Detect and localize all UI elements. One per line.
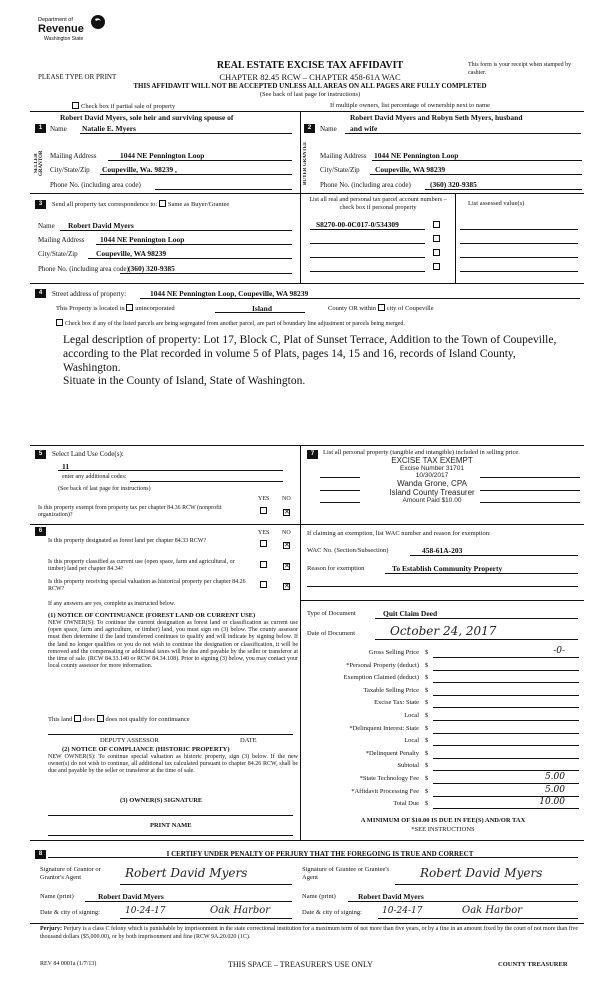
land-use-label: Select Land Use Code(s): (52, 450, 124, 458)
notice2-title: (2) NOTICE OF COMPLIANCE (HISTORIC PROPERTY) (62, 746, 230, 753)
exemption-label: If claiming an exemption, list WAC number and reason for exemption: (307, 530, 491, 537)
fee-row (307, 749, 579, 762)
see-instructions: *SEE INSTRUCTIONS (411, 826, 475, 833)
fee-currency: $ (425, 749, 429, 757)
logo-dept-line3: Washington State (44, 36, 84, 42)
within-label: within (359, 305, 377, 312)
corr-name: Robert David Myers (68, 221, 134, 230)
city-of-label: city of Coupeville (386, 305, 434, 312)
fee-row (307, 661, 579, 674)
s6-no-label: NO (282, 530, 291, 536)
unincorporated-checkbox[interactable] (126, 304, 133, 311)
deputy-date-label: DATE (240, 737, 257, 744)
fee-row (307, 711, 579, 724)
exempt-stamp (352, 456, 512, 504)
current-use-no-checkbox[interactable]: ✕ (284, 562, 290, 570)
segregated-row (56, 319, 405, 327)
s5-yes-label: YES (258, 496, 270, 502)
legal-description: Legal description of property: Lot 17, Block C, Plat of Sunset Terrace, Addition to the Town of Coupeville, according to the Plat recorded in volume 5 of Plats, pages 14, 15 and 16, records of Island County, Washington. (63, 334, 557, 374)
buyer-side-label: BUYER GRANTEE (303, 141, 308, 185)
corr-address-label: Mailing Address (38, 236, 85, 244)
current-use-yes-checkbox[interactable] (260, 561, 267, 568)
fee-currency: $ (425, 724, 429, 732)
perjury-label: Perjury: (40, 926, 62, 932)
section-5-number: 5 (35, 450, 46, 459)
continuance-row (48, 715, 190, 723)
stamp-line6: Amount Paid $10.00 (402, 497, 462, 504)
corr-phone-label: Phone No. (including area code) (38, 265, 129, 273)
grantor-city: Oak Harbor (210, 905, 271, 916)
land-use-code: 11 (62, 462, 70, 471)
fee-currency: $ (425, 711, 429, 719)
treasurer-space: THIS SPACE – TREASURER'S USE ONLY (228, 960, 373, 969)
grantor-date-label: Date & city of signing: (40, 909, 100, 916)
perjury-text: Perjury is a class C felony which is punishable by imprisonment in the state correctional institution for a maximum term of not more than five years, or by a fine in an amount fixed by the court of not more than five thousand dollars ($5,000.00), or by both imprisonment and fine (RCW 9A.20.020 (1C). (40, 926, 579, 940)
grantee-signature: Robert David Myers (420, 866, 543, 880)
historic-yes[interactable] (260, 581, 269, 589)
within-city-checkbox[interactable] (378, 304, 385, 311)
please-type: PLEASE TYPE OR PRINT (38, 73, 117, 81)
notice1-text: NEW OWNER(S): To continue the current designation as forest land or classification as current use (open space, farm and agriculture, or timber) land, you must sign on (3) below. The county assessor must then determine if the land transferred continues to qualify and will indicate by signing below. If the land no longer qualifies or you do not wish to continue the designation or classification, it will be removed and the compensating or additional taxes will be due and payable by the seller or transferor at the time of sale. (RCW 84.33.140 or RCW 84.34.108). Prior to signing (3) below, you may contact your local county assessor for more information. (48, 620, 298, 670)
doc-date: October 24, 2017 (390, 624, 497, 638)
situate-line: Situate in the County of Island, State of Washington. (63, 375, 306, 387)
partial-sale-checkbox[interactable] (72, 102, 79, 109)
parcel-checkbox-3-box[interactable] (433, 249, 440, 256)
buyer-address-label: Mailing Address (320, 152, 367, 160)
receipt-note: This form is your receipt when stamped by cashier. (468, 62, 572, 76)
fee-currency: $ (425, 686, 429, 694)
doc-type: Quit Claim Deed (383, 609, 438, 618)
seller-name-label: Name (50, 125, 67, 133)
grantor-date: 10-24-17 (125, 906, 166, 916)
stamp-line5: Island County Treasurer (389, 488, 475, 497)
reason-label: Reason for exemption (307, 565, 365, 572)
parcel-checkbox-1[interactable] (433, 221, 442, 229)
fee-row (307, 784, 579, 800)
stamp-line3: 10/30/2017 (415, 472, 449, 479)
fee-row (307, 736, 579, 749)
fee-currency: $ (425, 800, 429, 808)
current-use-yes[interactable] (260, 561, 269, 569)
segregated-checkbox[interactable] (56, 319, 63, 326)
historic-no[interactable] (283, 581, 292, 590)
form-number: REV 84 0001a (1/7/13) (40, 961, 97, 967)
stamp-line4: Wanda Grone, CPA (397, 479, 467, 488)
buyer-phone-label: Phone No. (including area code) (320, 181, 411, 189)
fee-row (307, 761, 579, 774)
grantor-signature: Robert David Myers (125, 866, 248, 880)
partial-sale[interactable] (72, 102, 175, 110)
exempt-yes[interactable] (260, 507, 269, 515)
if-yes-note: If any answers are yes, complete as instructed below. (48, 601, 176, 607)
fee-label: Exemption Claimed (deduct) (343, 674, 419, 682)
seller-name-line1: Robert David Myers, sole heir and surviving spouse of (60, 113, 234, 122)
fee-value: -0- (553, 646, 565, 656)
doc-date-label: Date of Document (307, 630, 356, 637)
county-or-label (328, 304, 434, 312)
fee-label: *Delinquent Interest: State (349, 724, 419, 732)
grantee-date-label: Date & city of signing: (302, 909, 362, 916)
fee-currency: $ (425, 762, 429, 770)
grantor-sig-label: Signature of Grantor or Grantor's Agent (40, 866, 101, 881)
seller-address-label: Mailing Address (50, 152, 97, 160)
does-not-checkbox[interactable] (97, 715, 104, 722)
forest-no-checkbox[interactable]: ✕ (284, 541, 290, 549)
section-7-number: 7 (307, 450, 318, 459)
fee-currency: $ (425, 699, 429, 707)
multiple-owners: If multiple owners, list percentage of ownership next to name (330, 102, 490, 109)
fee-value: 5.00 (544, 771, 565, 782)
minimum-due: A MINIMUM OF $10.00 IS DUE IN FEE(S) AND/OR TAX (360, 817, 526, 824)
fee-row (307, 799, 579, 812)
forest-yes[interactable] (260, 540, 269, 548)
seller-side-label: SELLER GRANTOR (34, 150, 44, 176)
grantee-name-label: Name (print) (302, 893, 336, 900)
buyer-address: 1044 NE Pennington Loop (374, 151, 459, 160)
section-1-number: 1 (35, 124, 46, 133)
historic-no-checkbox[interactable]: ✕ (284, 582, 290, 590)
doc-type-label: Type of Document (307, 610, 356, 617)
exempt-question: Is this property exempt from property tax per chapter 84.36 RCW (nonprofit organization)? (38, 505, 222, 518)
county-name: Island (252, 304, 273, 313)
logo-dept-line2: Revenue (38, 23, 84, 35)
does-checkbox[interactable] (74, 715, 81, 722)
partial-sale-label: Check box if partial sale of property (81, 103, 176, 110)
corr-city: Coupeville, WA 98239 (96, 249, 167, 258)
grantee-sig-label: Signature of Grantee or Grantee's Agent (302, 866, 390, 881)
fee-label: Gross Selling Price (368, 649, 419, 656)
fee-label: *State Technology Fee (359, 774, 419, 782)
fee-label: Local (404, 737, 419, 745)
does-not-label: does not qualify for continuance (105, 716, 190, 723)
fee-currency: $ (425, 787, 429, 795)
s5-no-label: NO (282, 496, 291, 502)
parcel-checkbox-4[interactable] (433, 263, 442, 271)
historic-yes-checkbox[interactable] (260, 581, 267, 588)
seller-city-label: City/State/Zip (50, 166, 90, 174)
property-location (56, 304, 175, 312)
additional-codes-label: enter any additional codes: (62, 474, 127, 480)
current-use-no[interactable] (283, 561, 292, 570)
seller-city: Coupeville, Wa. 98239 , (102, 165, 177, 174)
section-4-number: 4 (35, 289, 46, 298)
street-label: Street address of property: (52, 290, 127, 298)
fee-row (307, 771, 579, 787)
stamp-line2: Excise Number 31701 (400, 465, 464, 472)
see-back-line: (See back of last page for instructions) (259, 91, 361, 98)
personal-property-label: List all personal property (tangible and intangible) included in selling price. (323, 449, 520, 456)
parcel-number: S8270-00-0C017-0/534309 (316, 220, 399, 229)
fee-value: 10.00 (539, 797, 565, 808)
wac-number: 458-61A-203 (422, 546, 463, 555)
section-3-number: 3 (35, 200, 46, 209)
deputy-assessor-label: DEPUTY ASSESSOR (100, 737, 159, 744)
correspondence-label (52, 200, 229, 208)
fee-row (307, 686, 579, 699)
same-as-buyer-label: Same as Buyer/Grantee (167, 201, 230, 208)
notice1-title: (1) NOTICE OF CONTINUANCE (FOREST LAND OR CURRENT USE) (48, 612, 256, 619)
parcel-checkbox-2[interactable] (433, 235, 442, 243)
corr-address: 1044 NE Pennington Loop (100, 235, 185, 244)
corr-city-label: City/State/Zip (38, 250, 78, 258)
exempt-yes-checkbox[interactable] (260, 507, 267, 514)
section-8-number: 8 (35, 850, 46, 859)
fee-row (307, 698, 579, 711)
same-as-buyer-checkbox[interactable] (159, 200, 166, 207)
parcel-checkbox-4-box[interactable] (433, 263, 440, 270)
fee-currency: $ (425, 774, 429, 782)
wac-label: WAC No. (Section/Subsection) (307, 547, 389, 554)
stamp-line1: EXCISE TAX EXEMPT (391, 456, 473, 465)
grantor-name-label: Name (print) (40, 893, 74, 900)
corr-phone: (360) 320-9385 (128, 264, 175, 273)
dor-logo-mark-icon (90, 14, 106, 30)
forest-yes-checkbox[interactable] (260, 540, 267, 547)
section-6-number: 6 (35, 527, 46, 536)
notice2-text: NEW OWNER(S): To continue special valuation as historic property, sign (3) below. If the new owner(s) do not wish to continue, all additional tax calculated pursuant to chapter 84.26 RCW, shall be due and payable by the seller or transferor at the time of sale. (48, 754, 298, 775)
county-treasurer: COUNTY TREASURER (498, 961, 568, 968)
forest-no[interactable] (283, 540, 292, 549)
this-land-label: This land (48, 716, 73, 723)
fee-row (307, 724, 579, 737)
forest-question: Is this property designated as forest land per chapter 84.33 RCW? (48, 538, 207, 544)
fee-label: Taxable Selling Price (363, 686, 419, 694)
exempt-no-checkbox[interactable]: ✕ (284, 508, 290, 516)
fee-row (307, 648, 579, 661)
fee-currency: $ (425, 737, 429, 745)
seller-address: 1044 NE Pennington Loop (120, 151, 205, 160)
exempt-no[interactable] (283, 507, 292, 516)
dor-logo (38, 14, 108, 50)
buyer-name-line2: and wife (350, 124, 378, 133)
segregated-label: Check box if any of the listed parcels are being segregated from another parcel, are part of boundary line adjustment or parcels being merged. (65, 321, 405, 327)
located-label: This Property is located in (56, 305, 125, 312)
reason-text: To Establish Community Property (392, 564, 503, 573)
fee-label: *Delinquent Penalty (365, 749, 419, 757)
print-name-label: PRINT NAME (150, 822, 192, 829)
chapter-line: CHAPTER 82.45 RCW – CHAPTER 458-61A WAC (219, 72, 401, 82)
fee-label: Subtotal (397, 762, 419, 770)
logo-dept-line1: Department of (38, 17, 73, 23)
perjury-note (40, 926, 580, 941)
buyer-city: Coupeville, WA 98239 (375, 165, 446, 174)
buyer-name-line1: Robert David Myers and Robyn Seth Myers, husband (350, 113, 523, 122)
certify-line: I CERTIFY UNDER PENALTY OF PERJURY THAT THE FOREGOING IS TRUE AND CORRECT (166, 850, 474, 858)
owner-signature-label: (3) OWNER(S) SIGNATURE (120, 797, 203, 804)
parcel-checkbox-1-box[interactable] (433, 221, 440, 228)
s6-yes-label: YES (258, 530, 270, 536)
current-use-question: Is this property classified as current use (open space, farm and agricultural, or timber) land per chapter 84.34? (48, 559, 235, 572)
does-label: does (83, 716, 95, 723)
section-2-number: 2 (304, 124, 315, 133)
parcel-checkbox-3[interactable] (433, 249, 442, 257)
fee-label: Excise Tax: State (374, 699, 419, 707)
grantee-city: Oak Harbor (462, 905, 523, 916)
fee-currency: $ (425, 649, 429, 656)
fee-label: *Personal Property (deduct) (346, 661, 419, 669)
fee-table (307, 648, 579, 812)
fee-currency: $ (425, 674, 429, 682)
historic-question: Is this property receiving special valuation as historical property per chapter 84.26 RCW? (48, 579, 246, 592)
fee-label: Local (404, 711, 419, 719)
parcel-header: List all real and personal tax parcel account numbers – check box if personal property (309, 196, 447, 211)
seller-phone-label: Phone No. (including area code) (50, 181, 141, 189)
grantor-name-print: Robert David Myers (98, 892, 164, 901)
buyer-city-label: City/State/Zip (320, 166, 360, 174)
unincorporated-label: unincorporated (135, 305, 175, 312)
street-address: 1044 NE Pennington Loop, Coupeville, WA 98239 (150, 289, 309, 298)
corr-name-label: Name (38, 222, 55, 230)
parcel-checkbox-2-box[interactable] (433, 235, 440, 242)
fee-value: 5.00 (544, 784, 565, 795)
grantee-name-print: Robert David Myers (358, 892, 424, 901)
fee-label: Total Due (393, 800, 419, 808)
page-title: REAL ESTATE EXCISE TAX AFFIDAVIT (216, 60, 404, 71)
grantee-date: 10-24-17 (382, 906, 423, 916)
correspondence-text: Send all property tax correspondence to: (52, 201, 158, 208)
fee-row (307, 673, 579, 686)
land-use-see-back: (See back of last page for instructions) (58, 486, 151, 492)
fee-currency: $ (425, 661, 429, 669)
fee-label: *Affidavit Processing Fee (351, 787, 419, 795)
assessed-header: List assessed value(s) (468, 200, 525, 207)
not-accepted-line: THIS AFFIDAVIT WILL NOT BE ACCEPTED UNLESS ALL AREAS ON ALL PAGES ARE FULLY COMPLETED (133, 82, 487, 90)
buyer-name-label: Name (320, 125, 337, 133)
county-or: County OR (328, 305, 358, 312)
seller-name-line2: Natalie E. Myers (82, 124, 136, 133)
buyer-phone: (360) 320-9385 (430, 180, 477, 189)
